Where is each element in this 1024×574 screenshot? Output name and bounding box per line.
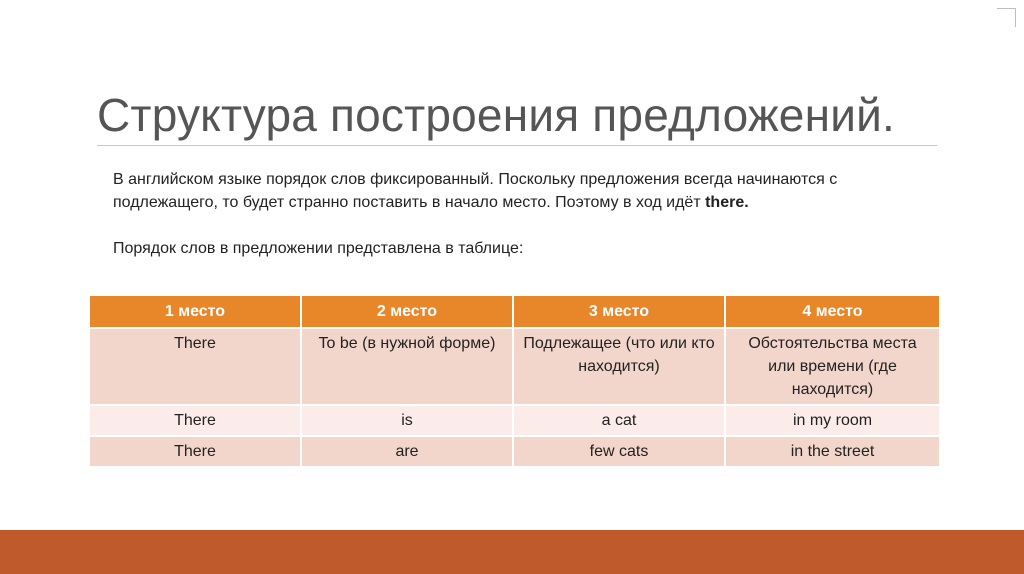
table-header-cell: 1 место	[90, 296, 302, 329]
table-row	[90, 406, 939, 437]
footer-bar	[0, 530, 1024, 574]
table-cell: To be (в нужной форме)	[302, 329, 514, 406]
paragraph-intro	[113, 168, 933, 214]
word-order-table	[90, 296, 939, 468]
table-cell: Подлежащее (что или кто находится)	[514, 329, 726, 406]
slide-title: Структура построения предложений.	[97, 89, 895, 141]
table-cell: in my room	[726, 406, 939, 437]
table-header-row	[90, 296, 939, 329]
slide-body	[113, 168, 933, 260]
paragraph-table-intro: Порядок слов в предложении представлена в таблице:	[113, 240, 524, 257]
table-cell: is	[302, 406, 514, 437]
table-cell: There	[90, 406, 302, 437]
table-header-cell: 3 место	[514, 296, 726, 329]
table-cell: There	[90, 437, 302, 468]
table-cell: Обстоятельства места или времени (где находится)	[726, 329, 939, 406]
table-cell: few cats	[514, 437, 726, 468]
corner-decoration	[997, 8, 1016, 27]
table-cell: a cat	[514, 406, 726, 437]
table-row	[90, 437, 939, 468]
table-cell: in the street	[726, 437, 939, 468]
table-header-cell: 2 место	[302, 296, 514, 329]
table-row	[90, 329, 939, 406]
paragraph-intro-bold: there.	[705, 194, 749, 211]
table-header-cell: 4 место	[726, 296, 939, 329]
title-divider	[97, 145, 937, 146]
paragraph-intro-text: В английском языке порядок слов фиксированный. Поскольку предложения всегда начинаются с подлежащего, то будет странно поставить в начало место. Поэтому в ход идёт	[113, 171, 838, 211]
table-cell: There	[90, 329, 302, 406]
table-cell: are	[302, 437, 514, 468]
